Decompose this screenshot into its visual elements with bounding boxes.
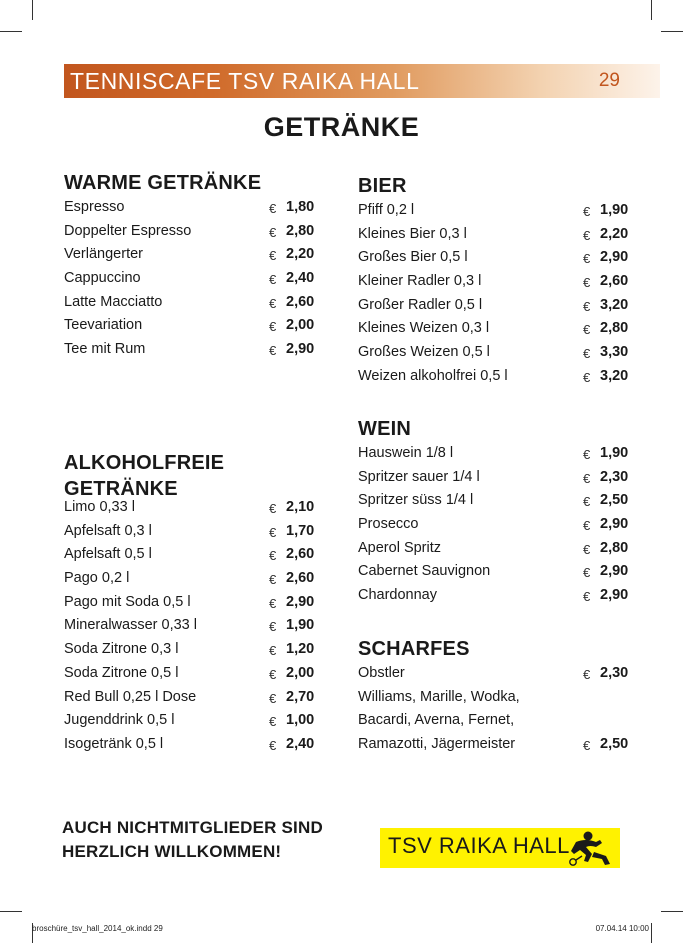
item-price: 2,60 (286, 570, 315, 587)
menu-item (358, 537, 648, 561)
menu-list (358, 199, 648, 389)
item-name: Bacardi, Averna, Fernet, (358, 712, 515, 729)
item-name: Kleines Weizen 0,3 l (358, 320, 490, 337)
section-title: SCHARFES (358, 638, 470, 660)
menu-item (358, 223, 648, 247)
item-name: Isogetränk 0,5 l (64, 735, 164, 752)
menu-list (64, 496, 334, 757)
menu-item (358, 199, 648, 223)
currency-symbol: € (583, 298, 591, 314)
menu-item (358, 341, 648, 365)
item-price: 2,90 (600, 587, 629, 604)
header-title: TENNISCAFE TSV RAIKA HALL (70, 68, 420, 94)
currency-symbol: € (269, 548, 277, 564)
menu-item (358, 513, 648, 537)
crop-mark (32, 0, 33, 20)
crop-mark (661, 31, 683, 32)
currency-symbol: € (583, 227, 591, 243)
item-name: Mineralwasser 0,33 l (64, 617, 197, 634)
item-name: Tee mit Rum (64, 341, 146, 358)
section-alkoholfreie-getraenke (64, 450, 334, 757)
menu-item (358, 489, 648, 513)
item-name: Kleiner Radler 0,3 l (358, 273, 482, 290)
item-name: Williams, Marille, Wodka, (358, 688, 520, 705)
item-name: Großes Bier 0,5 l (358, 249, 468, 266)
currency-symbol: € (269, 572, 277, 588)
item-price: 1,80 (286, 199, 315, 215)
item-price: 2,30 (600, 665, 629, 681)
item-price: 1,90 (286, 617, 315, 634)
item-price: 1,90 (600, 445, 629, 461)
menu-item (358, 294, 648, 318)
menu-list (358, 442, 648, 608)
menu-item (64, 638, 334, 662)
menu-item (358, 709, 648, 733)
page-number: 29 (598, 70, 620, 91)
currency-symbol: € (583, 738, 591, 754)
currency-symbol: € (583, 322, 591, 338)
currency-symbol: € (583, 589, 591, 605)
currency-symbol: € (269, 524, 277, 540)
menu-item (64, 591, 334, 615)
crop-mark (651, 923, 652, 943)
item-price: 1,70 (286, 522, 315, 539)
currency-symbol: € (583, 204, 591, 219)
crop-mark (0, 31, 22, 32)
section-warme-getraenke (64, 170, 334, 362)
item-name: Hauswein 1/8 l (358, 445, 454, 461)
section-scharfes (358, 636, 648, 757)
menu-item (358, 317, 648, 341)
item-name: Pago mit Soda 0,5 l (64, 593, 191, 610)
menu-item (64, 220, 334, 244)
item-price: 2,80 (286, 222, 315, 239)
item-price: 3,20 (600, 296, 629, 313)
menu-item (358, 733, 648, 757)
item-price: 2,60 (286, 293, 315, 310)
section-title: BIER (358, 175, 407, 197)
menu-item (64, 267, 334, 291)
item-price: 2,70 (286, 688, 315, 705)
menu-item (64, 733, 334, 757)
currency-symbol: € (269, 224, 277, 240)
section-bier (358, 173, 648, 389)
menu-item (64, 243, 334, 267)
currency-symbol: € (269, 595, 277, 611)
item-price: 2,90 (286, 593, 315, 610)
menu-item (64, 314, 334, 338)
item-price: 2,40 (286, 735, 315, 752)
item-price: 2,50 (600, 736, 629, 753)
item-name: Weizen alkoholfrei 0,5 l (358, 367, 508, 384)
item-price: 2,10 (286, 499, 315, 515)
item-price: 2,00 (286, 664, 315, 681)
item-price: 2,80 (600, 539, 629, 556)
item-name: Jugenddrink 0,5 l (64, 712, 175, 729)
menu-item (64, 567, 334, 591)
logo-text: TSV RAIKA HALL (388, 833, 570, 858)
section-title: WARME GETRÄNKE (64, 172, 262, 194)
menu-item (64, 614, 334, 638)
item-name: Aperol Spritz (358, 539, 442, 556)
item-price: 1,20 (286, 641, 315, 658)
menu-item (64, 543, 334, 567)
item-name: Ramazotti, Jägermeister (358, 736, 516, 753)
menu-item (358, 270, 648, 294)
currency-symbol: € (583, 275, 591, 291)
welcome-line-2: HERZLICH WILLKOMMEN! (62, 842, 282, 861)
crop-mark (0, 911, 22, 912)
item-price: 2,60 (600, 273, 629, 290)
item-name: Apfelsaft 0,3 l (64, 522, 152, 539)
menu-item (358, 584, 648, 608)
item-price: 2,50 (600, 492, 629, 509)
item-name: Pfiff 0,2 l (358, 202, 415, 218)
item-price: 2,30 (600, 468, 629, 485)
section-title: ALKOHOLFREIE GETRÄNKE (64, 452, 225, 500)
item-price: 1,00 (286, 712, 315, 729)
menu-item (358, 246, 648, 270)
currency-symbol: € (269, 319, 277, 335)
section-title: WEIN (358, 418, 412, 440)
item-name: Latte Macciatto (64, 293, 163, 310)
menu-item (64, 520, 334, 544)
currency-symbol: € (583, 346, 591, 362)
item-name: Spritzer süss 1/4 l (358, 492, 474, 509)
currency-symbol: € (269, 737, 277, 753)
item-name: Soda Zitrone 0,5 l (64, 664, 179, 681)
item-price: 2,90 (600, 516, 629, 533)
currency-symbol: € (269, 619, 277, 635)
club-logo (380, 828, 620, 868)
currency-symbol: € (269, 666, 277, 682)
item-name: Chardonnay (358, 587, 437, 604)
item-price: 2,20 (286, 246, 315, 263)
item-price: 1,90 (600, 202, 629, 218)
currency-symbol: € (583, 369, 591, 385)
currency-symbol: € (269, 272, 277, 288)
currency-symbol: € (583, 447, 591, 462)
item-name: Espresso (64, 199, 125, 215)
currency-symbol: € (583, 541, 591, 557)
menu-item (64, 338, 334, 362)
currency-symbol: € (583, 667, 591, 682)
section-wein (358, 416, 648, 608)
currency-symbol: € (269, 248, 277, 264)
item-price: 2,60 (286, 546, 315, 563)
menu-item (64, 686, 334, 710)
currency-symbol: € (269, 714, 277, 730)
welcome-line-1: AUCH NICHTMITGLIEDER SIND (62, 818, 323, 837)
item-price: 2,90 (286, 341, 315, 358)
item-price: 2,00 (286, 317, 315, 334)
menu-item (358, 442, 648, 466)
item-name: Kleines Bier 0,3 l (358, 225, 467, 242)
item-name: Pago 0,2 l (64, 570, 130, 587)
currency-symbol: € (269, 501, 277, 516)
currency-symbol: € (269, 643, 277, 659)
menu-list (64, 196, 334, 362)
welcome-message (62, 816, 323, 864)
menu-item (358, 365, 648, 389)
item-name: Großer Radler 0,5 l (358, 296, 483, 313)
item-price: 2,40 (286, 270, 315, 287)
item-name: Doppelter Espresso (64, 222, 192, 239)
item-price: 2,80 (600, 320, 629, 337)
item-name: Prosecco (358, 516, 419, 533)
item-price: 2,90 (600, 563, 629, 580)
menu-item (64, 196, 334, 220)
item-price: 2,20 (600, 225, 629, 242)
item-price: 2,90 (600, 249, 629, 266)
crop-mark (651, 0, 652, 20)
print-slug-file: broschüre_tsv_hall_2014_ok.indd 29 (32, 924, 163, 933)
item-name: Cabernet Sauvignon (358, 563, 491, 580)
menu-item (64, 709, 334, 733)
item-name: Cappuccino (64, 270, 141, 287)
currency-symbol: € (583, 470, 591, 486)
header-bar (64, 64, 660, 98)
item-price: 3,30 (600, 344, 629, 361)
print-slug-datetime: 07.04.14 10:00 (595, 924, 649, 933)
currency-symbol: € (269, 343, 277, 359)
currency-symbol: € (583, 518, 591, 534)
item-name: Großes Weizen 0,5 l (358, 344, 490, 361)
page-title: GETRÄNKE (263, 112, 420, 142)
currency-symbol: € (583, 494, 591, 510)
currency-symbol: € (269, 295, 277, 311)
item-name: Limo 0,33 l (64, 499, 135, 515)
menu-list (358, 662, 648, 757)
menu-item (358, 560, 648, 584)
currency-symbol: € (583, 251, 591, 267)
menu-item (358, 686, 648, 710)
item-name: Obstler (358, 665, 405, 681)
currency-symbol: € (269, 690, 277, 706)
currency-symbol: € (583, 565, 591, 581)
menu-item (358, 662, 648, 686)
item-name: Verlängerter (64, 246, 143, 263)
item-name: Apfelsaft 0,5 l (64, 546, 152, 563)
crop-mark (661, 911, 683, 912)
menu-item (64, 291, 334, 315)
item-name: Teevariation (64, 317, 143, 334)
item-name: Red Bull 0,25 l Dose (64, 688, 197, 705)
item-price: 3,20 (600, 367, 629, 384)
menu-item (358, 466, 648, 490)
menu-item (64, 496, 334, 520)
item-name: Soda Zitrone 0,3 l (64, 641, 179, 658)
menu-item (64, 662, 334, 686)
tennis-player-icon (566, 830, 618, 868)
item-name: Spritzer sauer 1/4 l (358, 468, 480, 485)
currency-symbol: € (269, 201, 277, 216)
